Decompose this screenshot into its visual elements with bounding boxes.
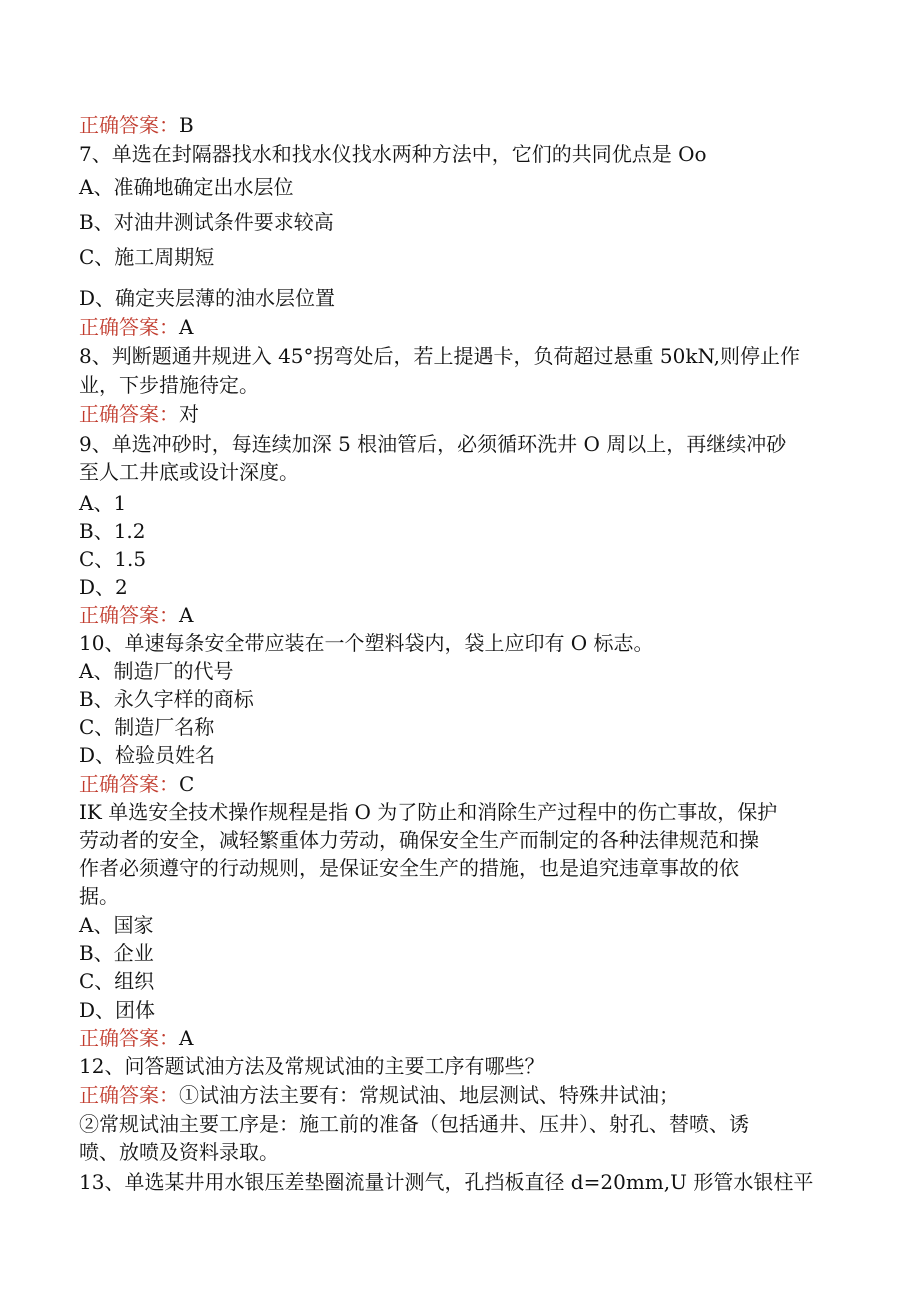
answer-label: 正确答案：: [79, 402, 179, 426]
answer-value: A: [179, 603, 194, 627]
answer-label: 正确答案：: [79, 113, 179, 137]
answer-line: [79, 1025, 849, 1051]
question-text: 业，下步措施待定。: [79, 373, 259, 397]
answer-label: 正确答案：: [79, 1083, 179, 1107]
option-text: A、1: [79, 491, 127, 515]
question-text: 9、单选冲砂时，每连续加深 5 根油管后，必须循环洗井 O 周以上，再继续冲砂: [79, 432, 787, 456]
answer-value: 对: [179, 402, 199, 426]
question-text: 8、判断题通井规进入 45°拐弯处后，若上提遇卡，负荷超过悬重 50kN,则停止作: [79, 344, 801, 368]
option-text: C、制造厂名称: [79, 715, 215, 739]
option-text: B、企业: [79, 941, 154, 965]
answer-line: [79, 771, 849, 797]
answer-value: A: [179, 315, 194, 339]
answer-label: 正确答案：: [79, 603, 179, 627]
question-text: 13、单选某井用水银压差垫圈流量计测气，孔挡板直径 d=20mm,U 形管水银柱平: [79, 1170, 814, 1194]
answer-line: [79, 401, 849, 427]
answer-line: [79, 112, 849, 138]
question-text: 12、问答题试油方法及常规试油的主要工序有哪些？: [79, 1054, 545, 1078]
question-text: IK 单选安全技术操作规程是指 O 为了防止和消除生产过程中的伤亡事故，保护: [79, 800, 778, 824]
option-text: C、组织: [79, 969, 155, 993]
answer-value: ①试油方法主要有：常规试油、地层测试、特殊井试油；: [179, 1083, 679, 1107]
answer-value: A: [179, 1026, 194, 1050]
option-text: A、国家: [79, 913, 154, 937]
option-text: B、永久字样的商标: [79, 687, 254, 711]
option-text: C、1.5: [79, 547, 147, 571]
answer-label: 正确答案：: [79, 1026, 179, 1050]
question-text: 作者必须遵守的行动规则，是保证安全生产的措施，也是追究违章事故的依: [79, 856, 739, 880]
question-text: 据。: [79, 884, 119, 908]
option-text: A、准确地确定出水层位: [79, 175, 294, 199]
answer-line: [79, 314, 849, 340]
option-text: B、1.2: [79, 519, 146, 543]
question-text: 劳动者的安全，减轻繁重体力劳动，确保安全生产而制定的各种法律规范和操: [79, 828, 759, 852]
question-text: 7、单选在封隔器找水和找水仪找水两种方法中，它们的共同优点是 Oo: [79, 142, 707, 166]
option-text: C、施工周期短: [79, 245, 215, 269]
answer-value: C: [179, 772, 195, 796]
question-text: 10、单速每条安全带应装在一个塑料袋内，袋上应印有 O 标志。: [79, 631, 654, 655]
option-text: D、团体: [79, 998, 156, 1022]
option-text: B、对油井测试条件要求较高: [79, 210, 334, 234]
option-text: A、制造厂的代号: [79, 659, 234, 683]
answer-line: [79, 602, 849, 628]
question-text: 至人工井底或设计深度。: [79, 460, 299, 484]
answer-label: 正确答案：: [79, 772, 179, 796]
answer-value: B: [179, 113, 194, 137]
answer-label: 正确答案：: [79, 315, 179, 339]
answer-text: ②常规试油主要工序是：施工前的准备（包括通井、压井）、射孔、替喷、诱: [79, 1112, 749, 1136]
answer-text: 喷、放喷及资料录取。: [79, 1140, 279, 1164]
answer-line: [79, 1082, 849, 1108]
option-text: D、确定夹层薄的油水层位置: [79, 286, 336, 310]
option-text: D、2: [79, 575, 128, 599]
option-text: D、检验员姓名: [79, 743, 216, 767]
